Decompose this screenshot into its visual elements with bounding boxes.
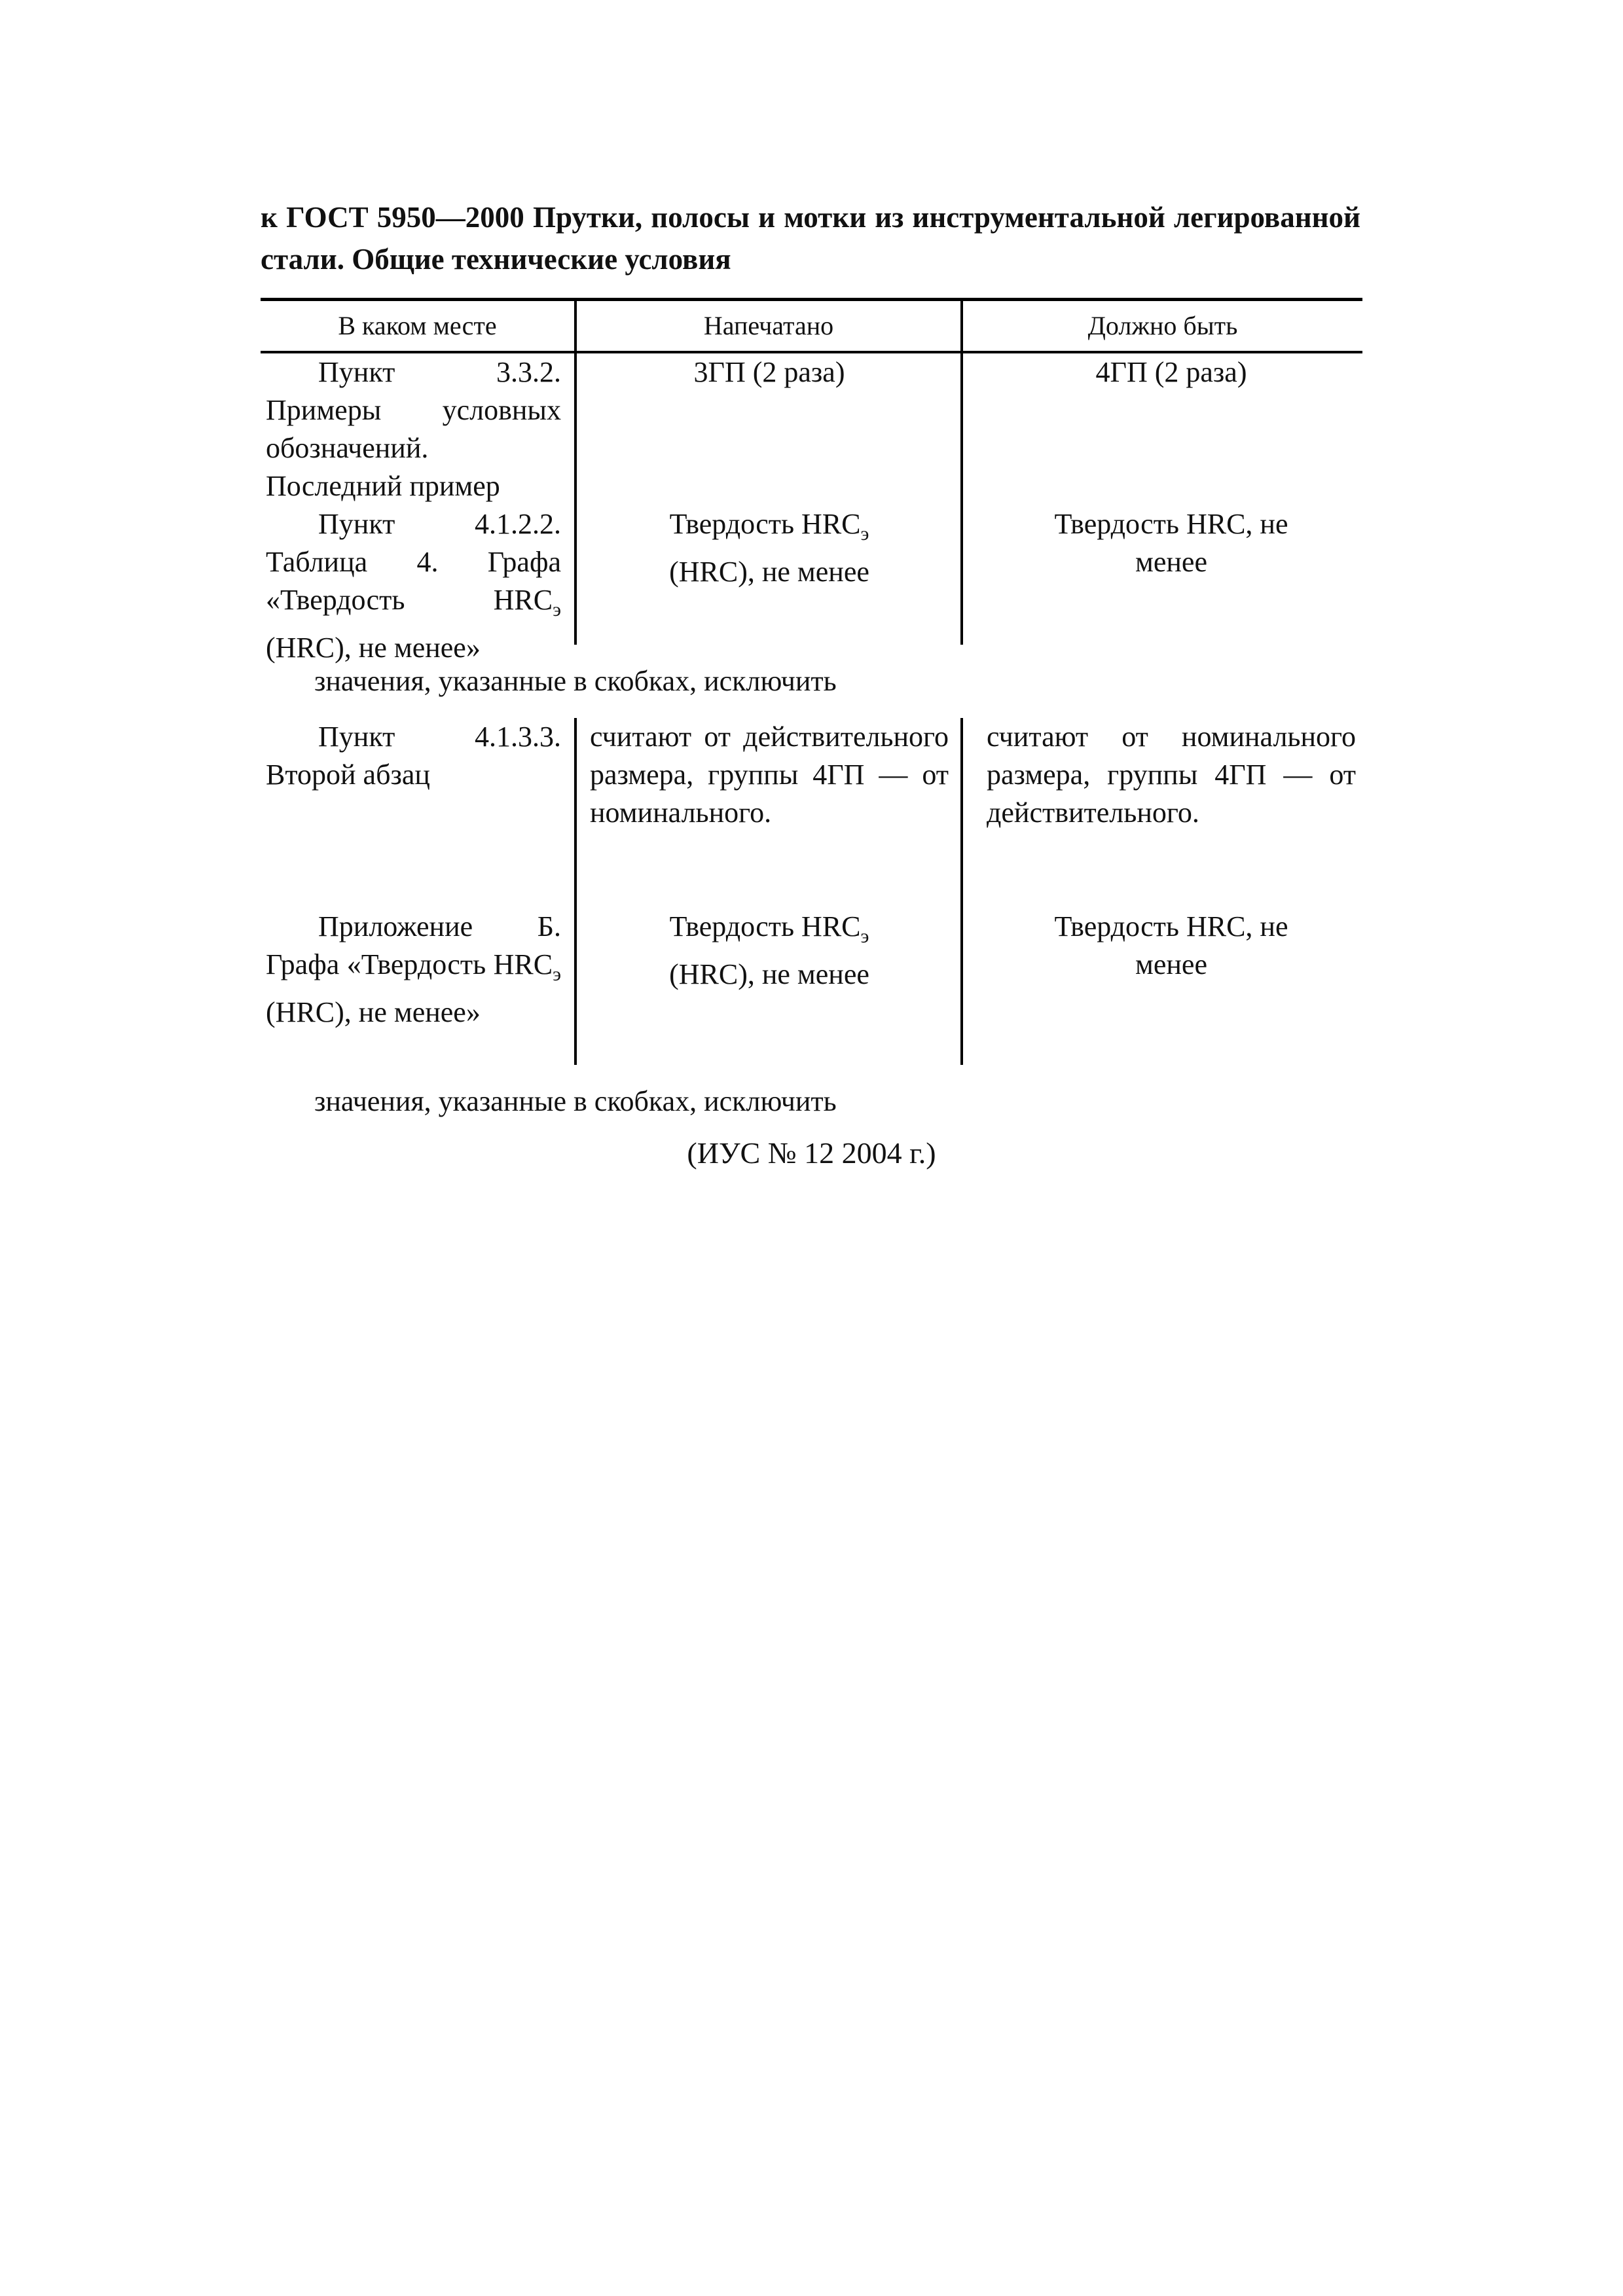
printed-column (577, 353, 963, 645)
location-cell: Пункт 3.3.2. Примеры условных обозначений. Последний пример (266, 356, 561, 502)
location-cell: Пункт 4.1.3.3. Второй абзац (266, 721, 561, 791)
printed-text: (HRC), не менее (669, 958, 869, 990)
printed-text: Твердость HRC (669, 910, 861, 942)
printed-cell (590, 908, 949, 994)
should-be-cell: 4ГП (2 раза) (1095, 356, 1247, 388)
location-column (261, 718, 577, 1065)
location-subscript: э (553, 599, 561, 620)
page-title: к ГОСТ 5950—2000 Прутки, полосы и мотки из инструментальной легированной стали. Общие технические условия (261, 201, 1360, 276)
table-header-row (261, 301, 1362, 351)
should-be-cell: Твердость HRC, не менее (1054, 508, 1288, 578)
location-column (261, 353, 577, 664)
should-be-cell: считают от номинального размера, группы 4ГП — от действительного. (987, 721, 1356, 829)
header-printed: Напечатано (577, 301, 963, 351)
footer-reference: (ИУС № 12 2004 г.) (687, 1136, 936, 1170)
amendment-table (261, 298, 1362, 1138)
printed-cell (590, 505, 949, 591)
location-text: (HRC), не менее» (266, 996, 481, 1028)
table-block-2 (261, 718, 1362, 1065)
location-cell (266, 908, 561, 1031)
should-be-column (963, 718, 1362, 1065)
should-be-column (963, 353, 1362, 645)
location-text: Приложение Б. Графа «Твердость HRC (266, 910, 561, 980)
table-block-1 (261, 353, 1362, 664)
printed-text: Твердость HRC (669, 508, 861, 540)
printed-cell: считают от действительного размера, группы 4ГП — от номинального. (590, 721, 949, 829)
note-line: значения, указанные в скобках, исключить (314, 665, 837, 697)
printed-subscript: э (860, 925, 869, 947)
header-should-be: Должно быть (1087, 311, 1238, 340)
location-subscript: э (553, 963, 561, 985)
printed-cell: 3ГП (2 раза) (693, 356, 845, 388)
location-text: Пункт 4.1.2.2. Таблица 4. Графа «Твердость HRC (266, 508, 561, 616)
note-line: значения, указанные в скобках, исключить (314, 1085, 837, 1117)
location-cell (266, 505, 561, 667)
printed-column (577, 718, 963, 1065)
header-location: В каком месте (261, 301, 577, 351)
should-be-cell: Твердость HRC, не менее (1054, 910, 1288, 980)
printed-subscript: э (860, 523, 869, 545)
printed-text: (HRC), не менее (669, 556, 869, 588)
location-text: (HRC), не менее» (266, 632, 481, 664)
